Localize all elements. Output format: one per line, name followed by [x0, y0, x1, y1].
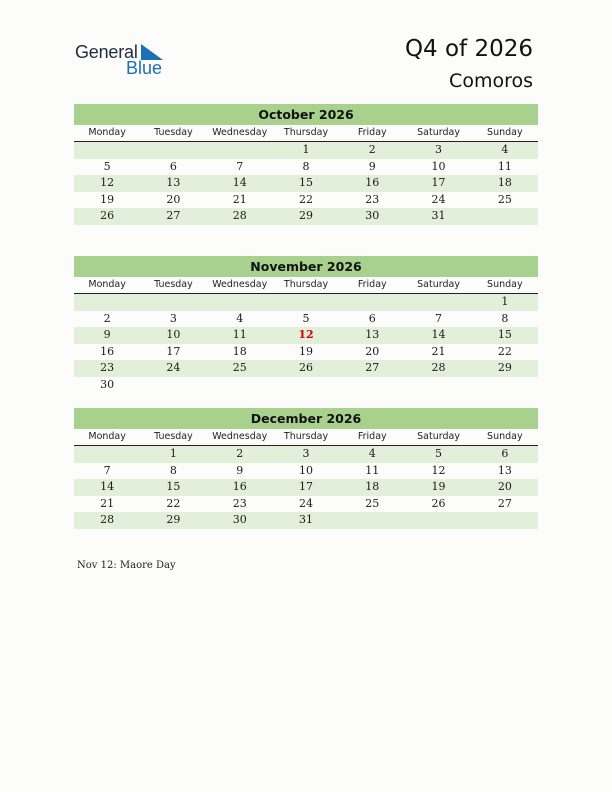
- week-row: [74, 192, 538, 209]
- weekday-label: Friday: [357, 431, 387, 442]
- day-cell: 14: [232, 176, 247, 189]
- weekday-label: Sunday: [487, 279, 523, 290]
- day-cell: 24: [298, 496, 313, 510]
- day-cell: 26: [298, 361, 313, 374]
- day-cell: 7: [236, 159, 244, 173]
- week-row: [74, 344, 538, 361]
- day-cell: [273, 294, 339, 311]
- day-cell: [207, 142, 273, 159]
- day-cell: 16: [232, 480, 247, 493]
- day-cell: 27: [497, 496, 512, 510]
- day-cell: 19: [431, 480, 446, 493]
- day-cell: 11: [497, 159, 512, 173]
- weekday-header-row: [74, 429, 538, 446]
- day-cell: 31: [431, 209, 446, 222]
- weekday-label: Monday: [88, 431, 126, 442]
- weekday-label: Saturday: [417, 127, 460, 138]
- weekday-header-row: [74, 125, 538, 142]
- day-cell: 16: [365, 176, 380, 189]
- day-cell: [339, 377, 405, 394]
- day-cell: 4: [501, 143, 509, 156]
- month-october: [74, 104, 538, 225]
- day-cell: [339, 294, 405, 311]
- day-cell: [405, 377, 471, 394]
- day-cell: [74, 294, 140, 311]
- day-cell: 19: [298, 344, 313, 358]
- week-row: [74, 142, 538, 159]
- day-cell: 9: [368, 159, 376, 173]
- day-cell: 25: [497, 192, 512, 206]
- day-cell: 18: [232, 344, 247, 358]
- month-header: November 2026: [74, 256, 538, 277]
- day-cell: [405, 294, 471, 311]
- weekday-label: Friday: [357, 279, 387, 290]
- country-name: Comoros: [449, 70, 533, 92]
- day-cell: [472, 377, 538, 394]
- day-cell: 29: [497, 361, 512, 374]
- day-cell: 13: [166, 176, 181, 189]
- day-cell: 23: [100, 361, 115, 374]
- day-cell: 17: [298, 480, 313, 493]
- week-row: [74, 512, 538, 529]
- day-cell: 21: [232, 192, 247, 206]
- day-cell: 24: [166, 361, 181, 374]
- page-title: Q4 of 2026: [404, 36, 533, 62]
- week-row: [74, 377, 538, 394]
- logo-word-general: General: [75, 42, 138, 62]
- day-cell: 25: [365, 496, 380, 510]
- day-cell: 13: [365, 328, 380, 341]
- day-cell: 14: [100, 480, 115, 493]
- day-cell: 13: [497, 463, 512, 477]
- day-cell: 12: [100, 176, 115, 189]
- day-cell: 30: [100, 377, 115, 391]
- day-cell: [140, 294, 206, 311]
- day-cell: 21: [100, 496, 115, 510]
- day-cell: 20: [166, 192, 181, 206]
- day-cell: 7: [435, 311, 443, 325]
- week-row: [74, 327, 538, 344]
- day-cell: 30: [365, 209, 380, 222]
- day-cell: 2: [103, 311, 111, 325]
- day-cell: 24: [431, 192, 446, 206]
- generalblue-logo: [75, 42, 175, 82]
- weekday-label: Monday: [88, 279, 126, 290]
- day-cell: 30: [232, 513, 247, 526]
- day-cell: 11: [365, 463, 380, 477]
- weekday-label: Thursday: [283, 279, 329, 290]
- day-cell: 27: [166, 209, 181, 222]
- week-row: [74, 159, 538, 176]
- month-header: December 2026: [74, 408, 538, 429]
- day-cell: 31: [298, 513, 313, 526]
- weeks-container: [74, 294, 538, 393]
- weekday-label: Tuesday: [154, 431, 193, 442]
- week-row: [74, 311, 538, 328]
- day-cell: 3: [169, 311, 177, 325]
- day-cell: 18: [365, 480, 380, 493]
- day-cell: 10: [298, 463, 313, 477]
- day-cell: 2: [368, 143, 376, 156]
- day-cell: 6: [501, 447, 509, 460]
- weekday-label: Thursday: [283, 127, 329, 138]
- day-cell: 20: [497, 480, 512, 493]
- day-cell: 1: [169, 447, 177, 460]
- day-cell: 29: [166, 513, 181, 526]
- day-cell: 17: [166, 344, 181, 358]
- day-cell: [207, 377, 273, 394]
- weekday-label: Sunday: [487, 431, 523, 442]
- month-header: October 2026: [74, 104, 538, 125]
- day-cell: [74, 446, 140, 463]
- day-cell: 10: [431, 159, 446, 173]
- day-cell: [405, 512, 471, 529]
- day-cell: 23: [232, 496, 247, 510]
- day-cell: 17: [431, 176, 446, 189]
- day-cell: 15: [166, 480, 181, 493]
- day-cell: 20: [365, 344, 380, 358]
- day-cell: [339, 512, 405, 529]
- day-cell: 28: [232, 209, 247, 222]
- day-cell: [472, 208, 538, 225]
- weekday-label: Wednesday: [212, 127, 268, 138]
- day-cell: 6: [368, 311, 376, 325]
- holiday-note: Nov 12: Maore Day: [77, 560, 176, 571]
- weekday-label: Saturday: [417, 431, 460, 442]
- day-cell: 3: [435, 143, 443, 156]
- day-cell: 9: [236, 463, 244, 477]
- day-cell: 28: [431, 361, 446, 374]
- week-row: [74, 479, 538, 496]
- day-cell: 19: [100, 192, 115, 206]
- week-row: [74, 294, 538, 311]
- day-cell: [140, 142, 206, 159]
- weekday-label: Tuesday: [154, 279, 193, 290]
- logo-word-blue: Blue: [126, 58, 163, 78]
- day-cell: 25: [232, 361, 247, 374]
- day-cell: 23: [365, 192, 380, 206]
- day-cell: 8: [169, 463, 177, 477]
- weekday-label: Wednesday: [212, 279, 268, 290]
- day-cell: 22: [166, 496, 181, 510]
- day-cell: 4: [368, 447, 376, 460]
- week-row: [74, 463, 538, 480]
- day-cell: 22: [298, 192, 313, 206]
- day-cell: 6: [169, 159, 177, 173]
- weeks-container: [74, 446, 538, 529]
- day-cell: 3: [302, 447, 310, 460]
- day-cell: 26: [100, 209, 115, 222]
- weekday-label: Thursday: [283, 431, 329, 442]
- day-cell: 2: [236, 447, 244, 460]
- day-cell: 10: [166, 328, 181, 341]
- weekday-label: Friday: [357, 127, 387, 138]
- day-cell: [273, 377, 339, 394]
- day-cell: 16: [100, 344, 115, 358]
- day-cell: 27: [365, 361, 380, 374]
- day-cell: 26: [431, 496, 446, 510]
- day-cell: 22: [497, 344, 512, 358]
- day-cell: 29: [298, 209, 313, 222]
- day-cell: 7: [103, 463, 111, 477]
- day-cell: 1: [501, 295, 509, 308]
- day-cell: 28: [100, 513, 115, 526]
- month-november: [74, 256, 538, 393]
- day-cell: 5: [103, 159, 111, 173]
- week-row: [74, 360, 538, 377]
- day-cell: 5: [435, 447, 443, 460]
- day-cell: 18: [497, 176, 512, 189]
- day-cell: 9: [103, 328, 111, 341]
- day-cell: 15: [298, 176, 313, 189]
- day-cell: [207, 294, 273, 311]
- week-row: [74, 208, 538, 225]
- day-cell: [74, 142, 140, 159]
- weekday-label: Saturday: [417, 279, 460, 290]
- month-december: [74, 408, 538, 529]
- week-row: [74, 446, 538, 463]
- day-cell: 14: [431, 328, 446, 341]
- weekday-label: Monday: [88, 127, 126, 138]
- weekday-header-row: [74, 277, 538, 294]
- day-cell: 4: [236, 311, 244, 325]
- weekday-label: Sunday: [487, 127, 523, 138]
- week-row: [74, 175, 538, 192]
- day-cell: 1: [302, 143, 310, 156]
- week-row: [74, 496, 538, 513]
- weekday-label: Wednesday: [212, 431, 268, 442]
- day-cell: [140, 377, 206, 394]
- holiday-notes: [77, 560, 176, 571]
- weekday-label: Tuesday: [154, 127, 193, 138]
- day-cell: 12: [298, 328, 314, 341]
- day-cell: 15: [497, 328, 512, 341]
- day-cell: 8: [302, 159, 310, 173]
- day-cell: 12: [431, 463, 446, 477]
- day-cell: [472, 512, 538, 529]
- day-cell: 5: [302, 311, 310, 325]
- day-cell: 21: [431, 344, 446, 358]
- weeks-container: [74, 142, 538, 225]
- day-cell: 11: [232, 328, 247, 341]
- day-cell: 8: [501, 311, 509, 325]
